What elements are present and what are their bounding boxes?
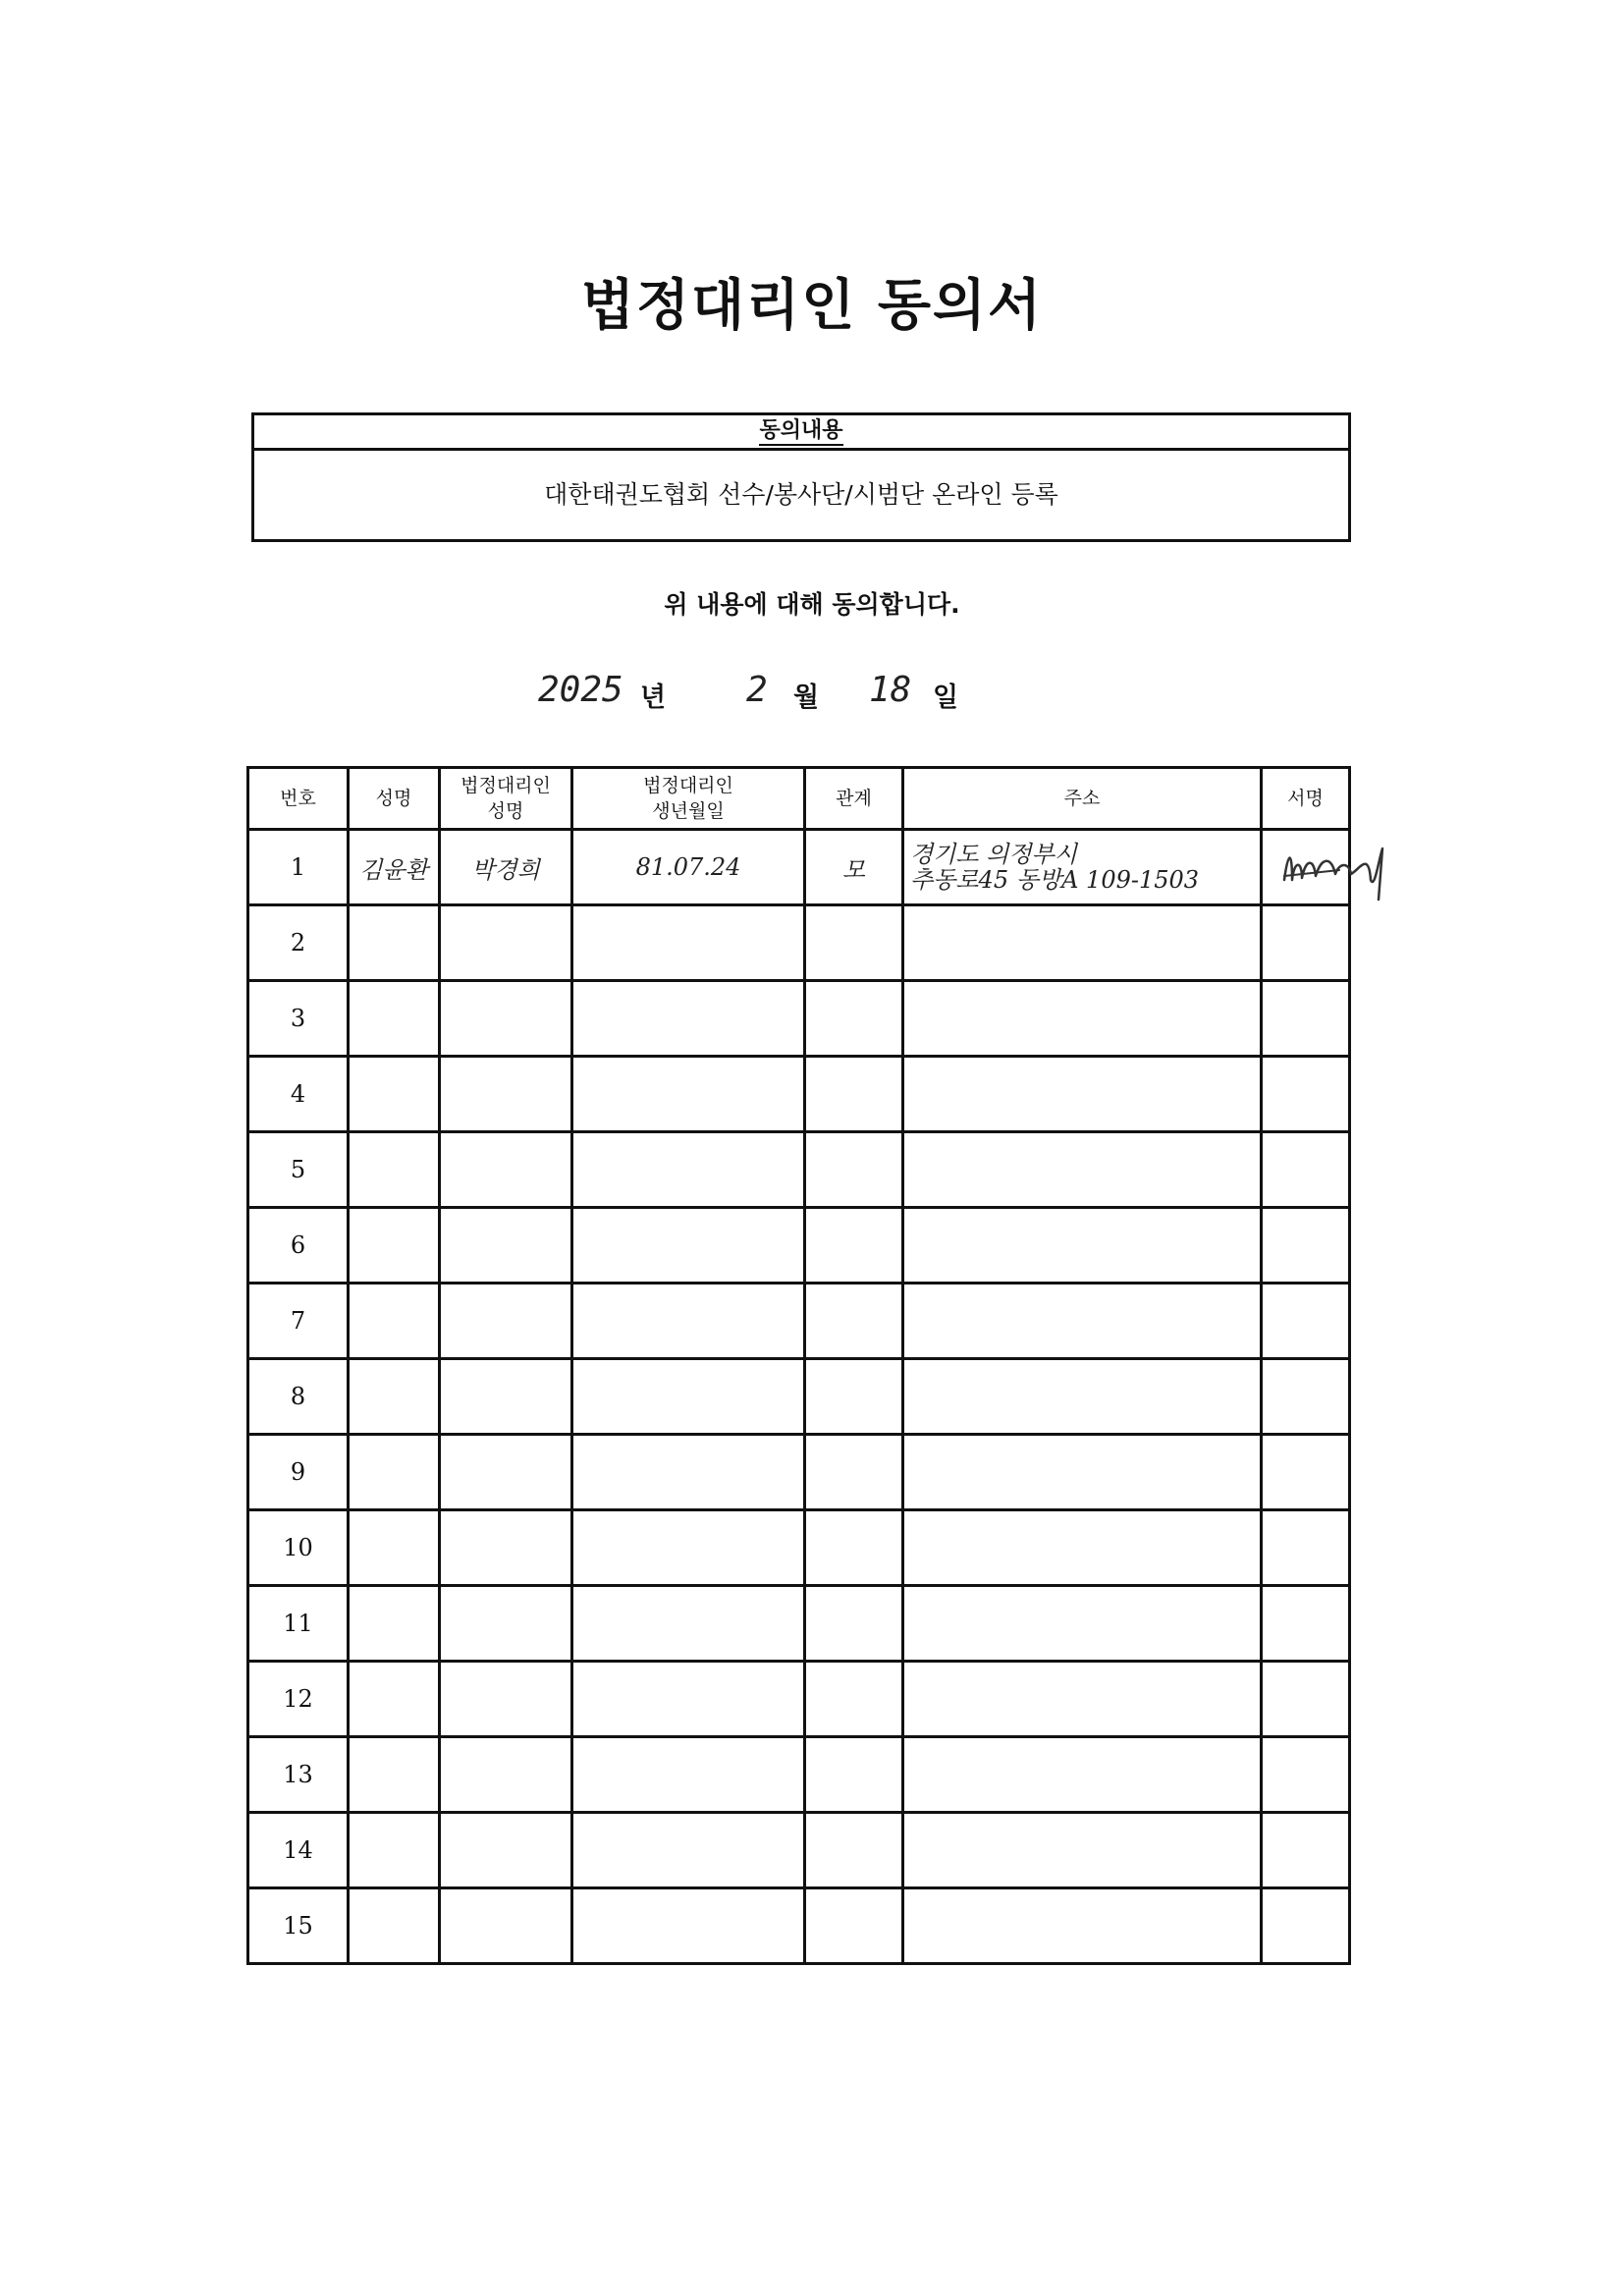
cell-no: 5 [248,1132,349,1208]
cell-empty [903,1813,1262,1888]
cell-empty [440,981,572,1057]
table-row [248,1813,1350,1888]
table-row [248,1057,1350,1132]
table-row [248,1359,1350,1435]
cell-empty [903,981,1262,1057]
cell-address-line2: 추동로45 동방A 109-1503 [910,867,1200,893]
date-year-unit: 년 [640,683,667,713]
cell-empty [349,1737,440,1813]
table-row [248,1662,1350,1737]
cell-no: 8 [248,1359,349,1435]
cell-empty [805,1057,903,1132]
cell-empty [440,1208,572,1284]
cell-empty [1262,1359,1350,1435]
cell-empty [903,1208,1262,1284]
cell-empty [903,1586,1262,1662]
header-no: 번호 [248,768,349,830]
header-guardian-name-line2: 성명 [487,800,524,822]
table-header-row [248,768,1350,830]
cell-no: 9 [248,1435,349,1510]
table-row [248,1132,1350,1208]
guardian-table [246,766,1351,1965]
cell-empty [440,1813,572,1888]
page-title: 법정대리인 동의서 [580,274,1044,338]
cell-guardian-name: 박경희 [440,830,572,905]
cell-empty [903,1662,1262,1737]
cell-empty [1262,1586,1350,1662]
cell-empty [572,1132,805,1208]
cell-empty [1262,905,1350,981]
cell-empty [440,905,572,981]
cell-empty [1262,1435,1350,1510]
cell-empty [903,1132,1262,1208]
date-line [530,666,1080,725]
cell-empty [572,1284,805,1359]
date-month: 2 [746,670,768,710]
consent-box [251,412,1351,542]
cell-empty [903,1737,1262,1813]
cell-no: 15 [248,1888,349,1964]
header-signature: 서명 [1262,768,1350,830]
table-row [248,1284,1350,1359]
cell-empty [805,1208,903,1284]
cell-relation: 모 [805,830,903,905]
table-row [248,1510,1350,1586]
date-day-unit: 일 [933,683,959,713]
cell-empty [440,1586,572,1662]
date-day: 18 [869,670,912,710]
date-month-unit: 월 [793,683,820,713]
table-row [248,905,1350,981]
header-address: 주소 [903,768,1262,830]
cell-no: 14 [248,1813,349,1888]
cell-empty [805,1662,903,1737]
cell-empty [1262,1208,1350,1284]
cell-empty [349,1284,440,1359]
cell-empty [349,1435,440,1510]
cell-empty [440,1737,572,1813]
cell-empty [805,1813,903,1888]
cell-empty [349,1888,440,1964]
header-relation: 관계 [805,768,903,830]
date-year: 2025 [538,670,623,710]
cell-address-line1: 경기도 의정부시 [910,842,1077,867]
cell-empty [1262,1510,1350,1586]
table-row [248,1586,1350,1662]
cell-empty [572,1888,805,1964]
cell-empty [805,1510,903,1586]
cell-signature [1262,830,1350,905]
cell-empty [572,1813,805,1888]
table-row [248,1435,1350,1510]
header-guardian-birth [572,768,805,830]
cell-no: 2 [248,905,349,981]
cell-empty [349,905,440,981]
cell-empty [572,1359,805,1435]
cell-empty [805,1359,903,1435]
cell-empty [349,1662,440,1737]
table-row [248,981,1350,1057]
cell-no: 6 [248,1208,349,1284]
cell-empty [572,1208,805,1284]
table-row [248,1208,1350,1284]
cell-empty [572,1737,805,1813]
cell-empty [805,1586,903,1662]
cell-empty [805,1737,903,1813]
cell-empty [349,1510,440,1586]
cell-no: 7 [248,1284,349,1359]
cell-empty [349,1813,440,1888]
cell-empty [1262,1132,1350,1208]
cell-empty [903,1284,1262,1359]
cell-no: 13 [248,1737,349,1813]
header-guardian-name [440,768,572,830]
cell-no: 11 [248,1586,349,1662]
header-guardian-birth-line2: 생년월일 [652,800,725,822]
table-row [248,830,1350,905]
cell-guardian-birth: 81.07.24 [572,830,805,905]
cell-empty [805,1888,903,1964]
cell-empty [349,1057,440,1132]
cell-empty [805,1435,903,1510]
consent-body: 대한태권도협회 선수/봉사단/시범단 온라인 등록 [544,480,1058,509]
agree-statement: 위 내용에 대해 동의합니다. [664,590,960,619]
signature-scribble [1280,841,1418,900]
cell-empty [572,1586,805,1662]
cell-empty [805,905,903,981]
cell-empty [805,1284,903,1359]
cell-empty [349,981,440,1057]
cell-empty [903,905,1262,981]
cell-empty [903,1057,1262,1132]
cell-empty [349,1359,440,1435]
cell-empty [1262,1737,1350,1813]
cell-empty [1262,1057,1350,1132]
cell-empty [1262,1813,1350,1888]
cell-no: 4 [248,1057,349,1132]
cell-empty [1262,1888,1350,1964]
cell-empty [903,1435,1262,1510]
table-row [248,1888,1350,1964]
cell-name: 김윤환 [349,830,440,905]
consent-header [254,415,1348,451]
cell-empty [572,981,805,1057]
cell-empty [1262,981,1350,1057]
cell-empty [440,1510,572,1586]
cell-empty [1262,1284,1350,1359]
table-row [248,1737,1350,1813]
cell-empty [572,1662,805,1737]
cell-empty [903,1359,1262,1435]
cell-empty [805,1132,903,1208]
cell-address [903,830,1262,905]
cell-empty [572,1435,805,1510]
header-name: 성명 [349,768,440,830]
cell-empty [440,1057,572,1132]
cell-empty [440,1435,572,1510]
cell-no: 12 [248,1662,349,1737]
consent-header-label: 동의내용 [759,418,842,446]
cell-empty [805,981,903,1057]
cell-empty [903,1510,1262,1586]
cell-no: 3 [248,981,349,1057]
cell-empty [1262,1662,1350,1737]
cell-empty [440,1132,572,1208]
cell-empty [440,1888,572,1964]
cell-empty [572,1057,805,1132]
header-guardian-birth-line1: 법정대리인 [643,775,733,796]
cell-no: 10 [248,1510,349,1586]
cell-no: 1 [248,830,349,905]
header-guardian-name-line1: 법정대리인 [460,775,551,796]
cell-empty [440,1662,572,1737]
cell-empty [572,905,805,981]
cell-empty [440,1359,572,1435]
cell-empty [349,1132,440,1208]
cell-empty [349,1208,440,1284]
cell-empty [349,1586,440,1662]
cell-empty [903,1888,1262,1964]
cell-empty [440,1284,572,1359]
cell-empty [572,1510,805,1586]
